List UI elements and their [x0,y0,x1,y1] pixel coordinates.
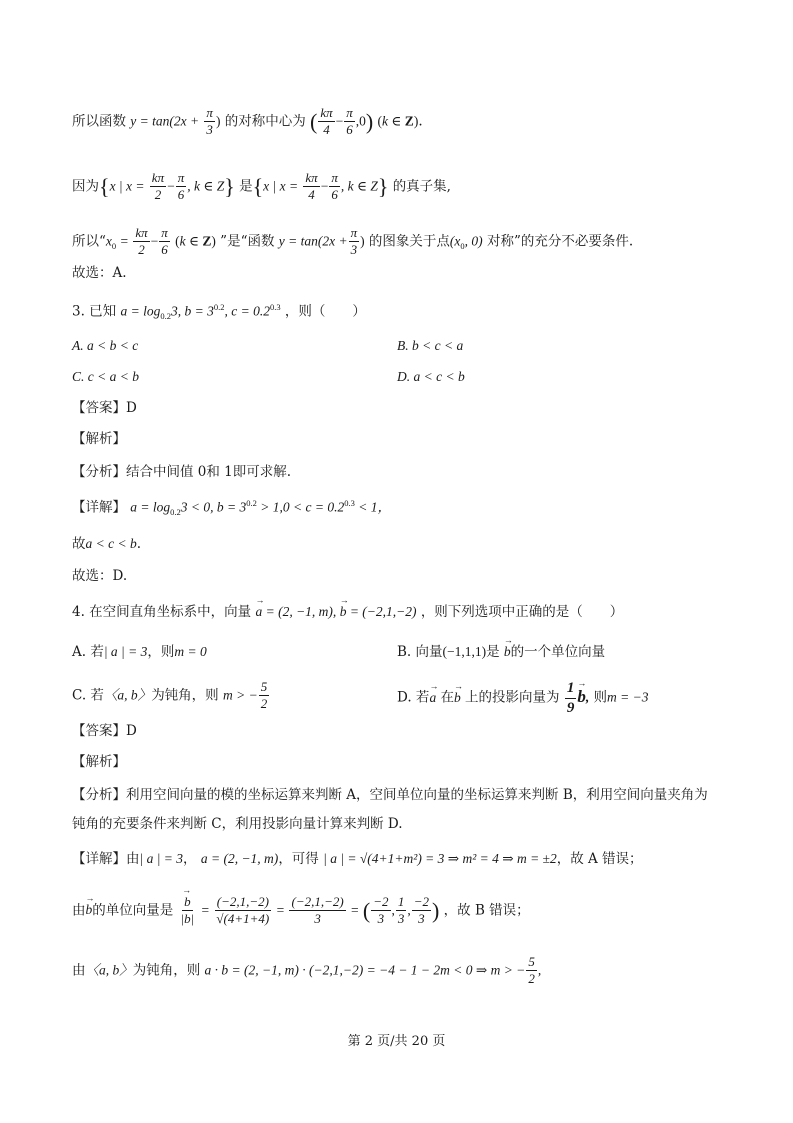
fraction-pi-3: $\frac{\pi}{3}$ [206,105,213,138]
option-4c: C. 若〈a, b〉为钝角，则 m > − $\frac{5}{2}$ [72,679,268,712]
detail-3: 【详解】 $a = \log_{0.2}3 < 0$, $b = 3^{0.2} > 1,0 < c = 0.2^{0.3} < 1$， [72,498,391,518]
detail-4-line-1: 【详解】由| a | = 3， a = (2, −1, m)，可得 | a | = √(4+1+m²) = 3 ⇒ m² = 4 ⇒ m = ±2，故 A 错误； [72,851,643,867]
text-line-1: 所以函数 y = tan(2x + $\frac{\pi}{3}$ ) 的对称中心为 ( $\frac{k\pi}{4}$ − $\frac{\pi}{6}$ ,0) (k ∈ Z). [72,105,423,138]
text-line-2: 因为{x | x = $\frac{k\pi}{2}$ − $\frac{\pi}{6}$ , k ∈ Z} 是{x | x = $\frac{k\pi}{4}$ − $\frac{\pi}{6}$ , k ∈ Z} 的真子集, [72,170,451,203]
selection-3: 故选：D. [72,568,128,584]
answer-3: 【答案】D [72,400,137,416]
conclusion-3: 故a < c < b. [72,536,142,552]
question-3: 3. 已知 $a = \log_{0.2}3$, $b = 3^{0.2}$, $c = 0.2^{0.3}$ ，则（ ） [72,302,366,322]
analysis-heading-4: 【解析】 [72,754,126,770]
option-4a: A. 若| a | = 3，则m = 0 [72,644,207,660]
detail-4-line-2: 由→ b的单位向量是 → $\frac{b}{|b|}$ = $\frac{(-2,1,-2)}{√(4+1+4)}$ = $\frac{(-2,1,-2)}{3}$ = ( $\frac{-2}{3}$ , $\frac{1}{3}$ , $\frac{-2}{3}$ ) ，故 B 错误； [72,895,530,927]
option-3d: D. a < c < b [397,369,465,384]
question-4: 4. 在空间直角坐标系中，向量 → a = (2, −1, m), → b = (−2,1,−2) ，则下列选项中正确的是（ ） [72,605,623,620]
option-3a: A. a < b < c [72,338,139,353]
text-line-4: 故选：A. [72,265,127,281]
analysis-heading-3: 【解析】 [72,431,126,447]
analysis-3: 【分析】结合中间值 0和 1即可求解. [72,464,292,480]
option-4b: B. 向量(−1,1,1)是 → b的一个单位向量 [397,645,605,660]
analysis-4-line-2: 钝角的充要条件来判断 C，利用投影向量计算来判断 D. [72,816,403,832]
analysis-4-line-1: 【分析】利用空间向量的模的坐标运算来判断 A，空间单位向量的坐标运算来判断 B，利用空间向量夹角为 [72,787,708,803]
option-4d: D. 若→ a 在→ b 上的投影向量为 $\frac{1}{9}$ → b, 则m = −3 [397,680,648,716]
text-line-3: 所以“$x_0$ = $\frac{k\pi}{2}$ − $\frac{\pi}{6}$ (k ∈ Z) ”是“函数 y = tan(2x + $\frac{\pi}{3}$ ) 的图象关于点($x_0$, 0) 对称”的充分不必要条件. [72,225,634,258]
option-3b: B. b < c < a [397,338,464,353]
answer-4: 【答案】D [72,723,137,739]
page-footer: 第 2 页/共 20 页 [347,1034,446,1049]
option-3c: C. c < a < b [72,369,139,384]
detail-4-line-3: 由〈a, b〉为钝角，则 a · b = (2, −1, m) · (−2,1,−2) = −4 − 1 − 2m < 0 ⇒ m > − $\frac{5}{2}$ , [72,954,542,987]
